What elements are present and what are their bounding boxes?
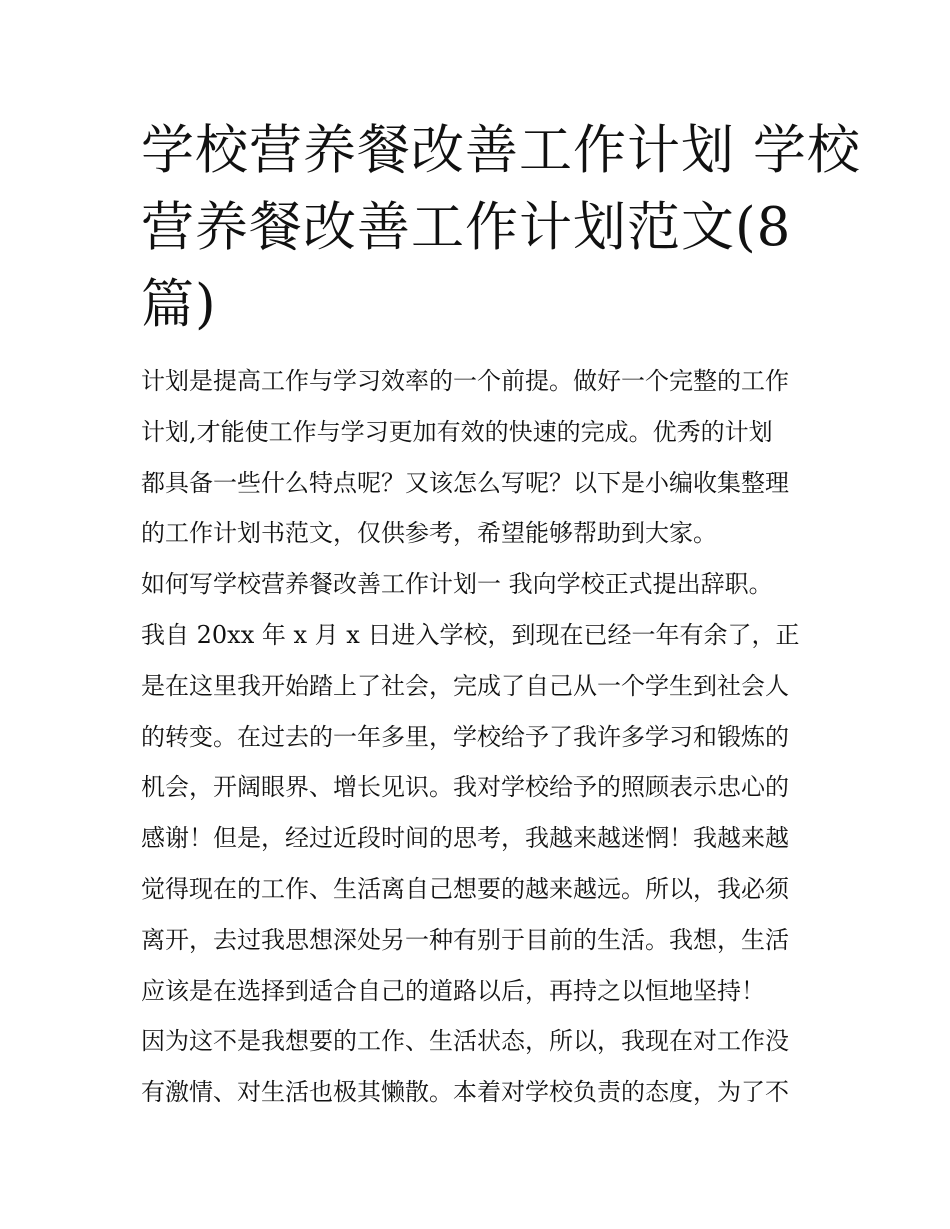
title-line: 篇) [141,274,217,335]
title-line: 营养餐改善工作计划范文(8 [141,197,792,258]
body-line: 的工作计划书范文，仅供参考，希望能够帮助到大家。 [141,519,717,548]
document-title [141,112,861,343]
body-line: 计划是提高工作与学习效率的一个前提。做好一个完整的工作 [141,367,789,395]
body-line: 离开，去过我思想深处另一种有别于目前的生活。我想，生活 [141,925,789,954]
body-line: 机会，开阔眼界、增长见识。我对学校给予的照顾表示忠心的 [141,773,789,802]
body-line: 我自 20xx 年 x 月 x 日进入学校，到现在已经一年有余了，正 [141,620,800,649]
body-line: 觉得现在的工作、生活离自己想要的越来越远。所以，我必须 [141,874,789,903]
body-line: 有激情、对生活也极其懒散。本着对学校负责的态度，为了不 [141,1078,789,1107]
body-line: 应该是在选择到适合自己的道路以后，再持之以恒地坚持！ [141,976,765,1005]
body-line: 计划,才能使工作与学习更加有效的快速的完成。优秀的计划 [141,417,773,446]
body-line: 是在这里我开始踏上了社会，完成了自己从一个学生到社会人 [141,671,789,700]
document-body [141,356,821,1118]
title-line: 学校营养餐改善工作计划 学校 [141,120,861,181]
body-line: 因为这不是我想要的工作、生活状态，所以，我现在对工作没 [141,1027,789,1056]
body-line: 如何写学校营养餐改善工作计划一 我向学校正式提出辞职。 [141,570,773,599]
body-line: 感谢！但是，经过近段时间的思考，我越来越迷惘！我越来越 [141,824,789,853]
body-line: 的转变。在过去的一年多里，学校给予了我许多学习和锻炼的 [141,722,789,751]
body-line: 都具备一些什么特点呢？又该怎么写呢？以下是小编收集整理 [141,468,789,497]
